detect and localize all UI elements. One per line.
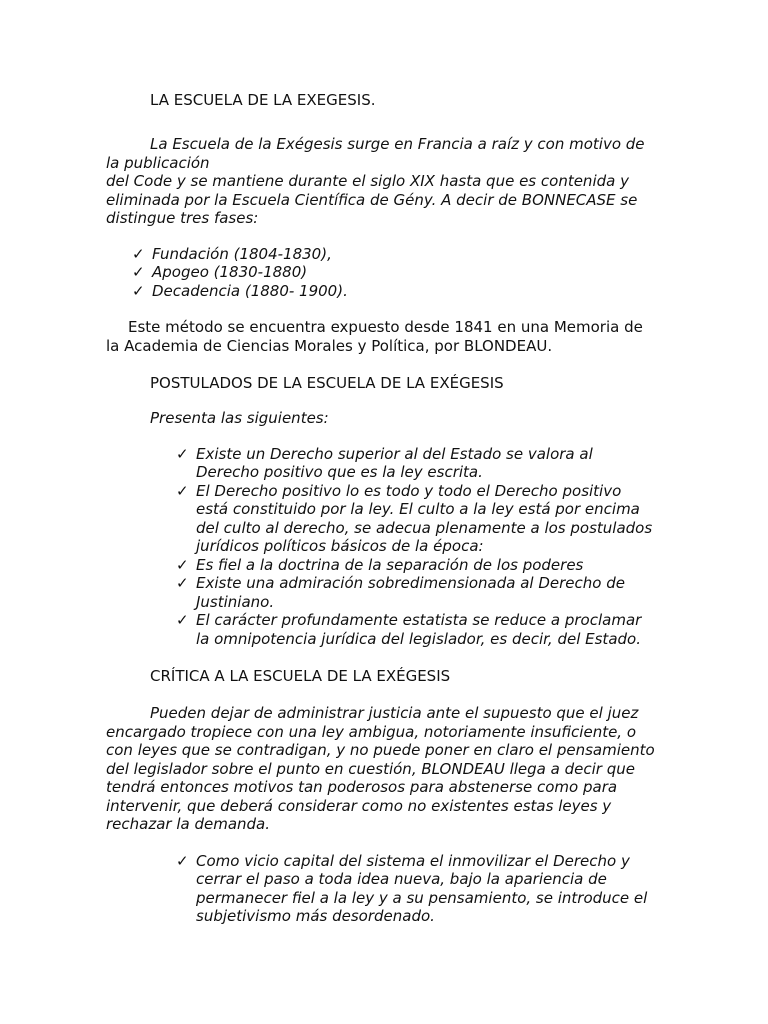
phases-list (106, 245, 654, 301)
checkmark-icon: ✓ (132, 244, 145, 263)
checkmark-icon: ✓ (176, 574, 189, 592)
section-title-critica: CRÍTICA A LA ESCUELA DE LA EXÉGESIS (150, 667, 451, 685)
checkmark-icon: ✓ (176, 444, 189, 463)
paragraph-line: La Escuela de la Exégesis surge en Francia a raíz y con motivo de (150, 135, 645, 153)
item-line: Es fiel a la doctrina de la separación de los poderes (196, 555, 584, 574)
item-line: Existe un Derecho superior al del Estado se valora al (196, 444, 593, 463)
item-line: está constituido por la ley. El culto a la ley está por encima (196, 500, 640, 518)
postulados-intro: Presenta las siguientes: (150, 409, 329, 427)
paragraph-line: eliminada por la Escuela Científica de Gény. A decir de BONNECASE se (106, 190, 638, 209)
item-line: Derecho positivo que es la ley escrita. (196, 463, 483, 481)
phase-item (106, 263, 654, 282)
postulados-list (106, 445, 654, 649)
checkmark-icon: ✓ (176, 555, 189, 574)
phase-item (106, 245, 654, 264)
section-title-exegesis: LA ESCUELA DE LA EXEGESIS. (150, 91, 376, 109)
item-line: cerrar el paso a toda idea nueva, bajo la apariencia de (196, 870, 607, 888)
section-title-postulados: POSTULADOS DE LA ESCUELA DE LA EXÉGESIS (150, 374, 504, 392)
postulado-item (106, 556, 656, 575)
item-line: permanecer fiel a la ley y a su pensamiento, se introduce el (196, 888, 648, 907)
intro-paragraph (106, 135, 654, 228)
item-line: del culto al derecho, se adecua plenamente a los postulados (196, 518, 653, 537)
paragraph-line: Este método se encuentra expuesto desde 1841 en una Memoria de (128, 318, 643, 336)
checkmark-icon: ✓ (176, 611, 189, 629)
paragraph-line: intervenir, que deberá considerar como no existentes estas leyes y (106, 796, 612, 815)
item-line: El Derecho positivo lo es todo y todo el Derecho positivo (196, 481, 622, 500)
paragraph-line: distingue tres fases: (106, 209, 259, 227)
document-page (106, 90, 654, 926)
paragraph-line: Pueden dejar de administrar justicia ante el supuesto que el juez (150, 704, 639, 722)
postulado-item (106, 611, 656, 648)
item-line: Como vicio capital del sistema el inmovilizar el Derecho y (196, 851, 630, 870)
paragraph-line: tendrá entonces motivos tan poderosos para abstenerse como para (106, 778, 618, 796)
phase-text: Apogeo (1830-1880) (152, 263, 308, 281)
critica-item (106, 852, 656, 926)
item-line: Existe una admiración sobredimensionada al Derecho de (196, 574, 625, 592)
paragraph-line: con leyes que se contradigan, y no puede poner en claro el pensamiento (106, 741, 655, 759)
paragraph-line: rechazar la demanda. (106, 815, 271, 833)
paragraph-line: la Academia de Ciencias Morales y Política, por BLONDEAU. (106, 336, 553, 355)
paragraph-line: del legislador sobre el punto en cuestión, BLONDEAU llega a decir que (106, 759, 635, 778)
paragraph-line: del Code y se mantiene durante el siglo XIX hasta que es contenida y (106, 172, 629, 190)
checkmark-icon: ✓ (132, 281, 145, 300)
checkmark-icon: ✓ (176, 481, 189, 500)
postulado-item (106, 445, 656, 482)
postulado-item (106, 482, 656, 556)
critica-paragraph (106, 704, 654, 834)
paragraph-line: encargado tropiece con una ley ambigua, notoriamente insuficiente, o (106, 722, 637, 741)
item-line: subjetivismo más desordenado. (196, 907, 435, 925)
method-paragraph (106, 318, 654, 355)
phase-text: Decadencia (1880- 1900). (152, 281, 348, 300)
phase-item (106, 282, 654, 301)
item-line: Justiniano. (196, 592, 275, 611)
postulado-item (106, 574, 656, 611)
item-line: El carácter profundamente estatista se reduce a proclamar (196, 611, 642, 629)
checkmark-icon: ✓ (176, 851, 189, 870)
critica-list (106, 852, 654, 926)
item-line: jurídicos políticos básicos de la época: (196, 537, 484, 555)
item-line: la omnipotencia jurídica del legislador, es decir, del Estado. (196, 629, 641, 648)
checkmark-icon: ✓ (132, 263, 145, 281)
paragraph-line: la publicación (106, 153, 210, 172)
phase-text: Fundación (1804-1830), (152, 244, 332, 263)
